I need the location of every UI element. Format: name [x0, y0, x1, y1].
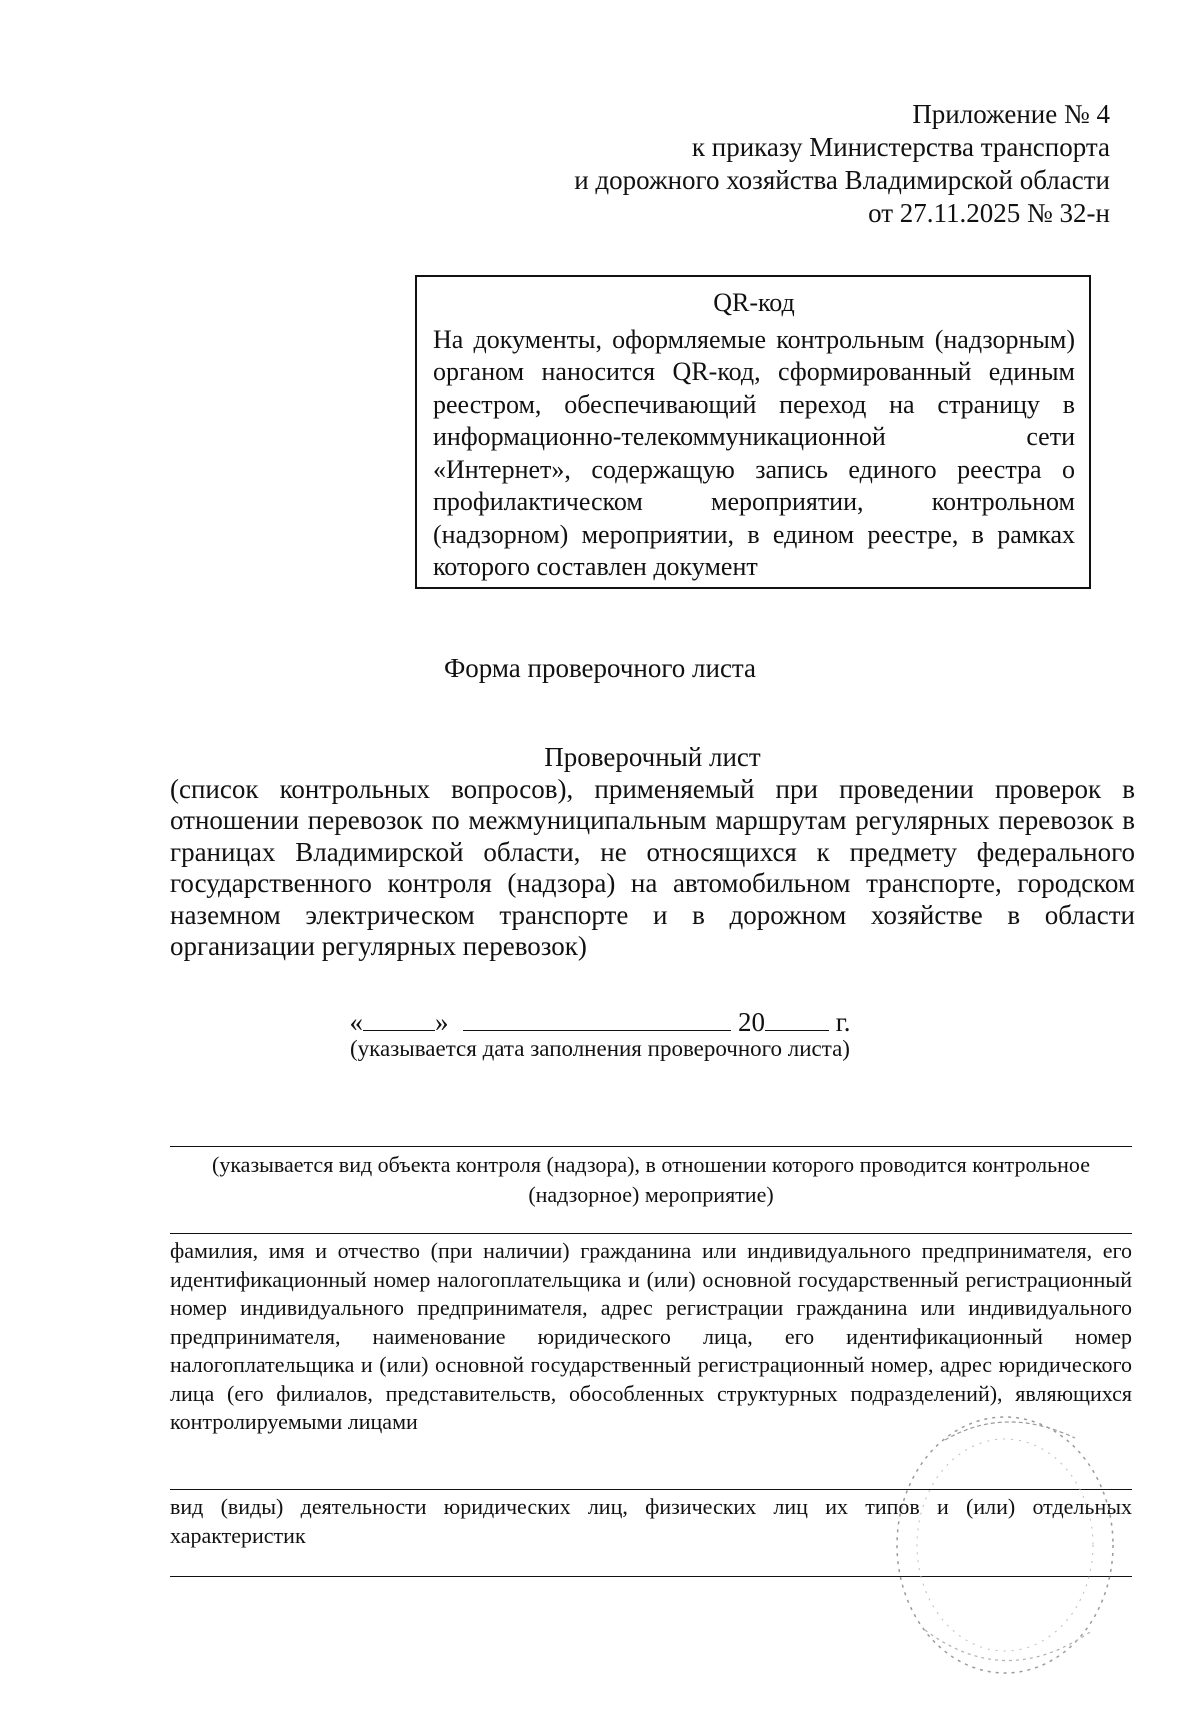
activity-field-caption: вид (виды) деятельности юридических лиц, физических лиц их типов и (или) отдельных характеристик — [170, 1494, 1132, 1548]
month-blank[interactable] — [463, 1008, 731, 1031]
attachment-ministry: и дорожного хозяйства Владимирской области — [574, 165, 1110, 195]
activity-field-line[interactable] — [170, 1489, 1132, 1490]
attachment-number: Приложение № 4 — [912, 99, 1110, 129]
date-close-quote: » — [434, 1007, 449, 1037]
year-prefix: 20 — [737, 1007, 765, 1037]
attachment-header — [410, 98, 1110, 230]
qr-code-box — [415, 275, 1091, 589]
attachment-date-number: от 27.11.2025 № 32-н — [868, 198, 1110, 228]
attachment-order-ref: к приказу Министерства транспорта — [691, 132, 1110, 162]
person-field-line[interactable] — [170, 1233, 1132, 1234]
extra-field-line[interactable] — [170, 1576, 1132, 1577]
checklist-description: (список контрольных вопросов), применяемый при проведении проверок в отношении перевозок по межмуниципальным маршрутам регулярных перевозок в границах Владимирской области, не относящихся к предмету федерального государственного контроля (надзора) на автомобильном транспорте, городском наземном электрическом транспорте и в дорожном хозяйстве в области организации регулярных перевозок) — [170, 773, 1135, 961]
checklist-heading — [170, 742, 1135, 963]
checklist-title: Проверочный лист — [544, 742, 761, 772]
date-line — [0, 1006, 1200, 1038]
day-blank[interactable] — [363, 1008, 435, 1031]
qr-code-text: На документы, оформляемые контрольным (надзорным) органом наносится QR-код, сформированный единым реестром, обеспечивающий переход на страницу в информационно-телекоммуникационной сети «Интернет», содержащую запись единого реестра о профилактическом мероприятии, контрольном (надзорном) мероприятии, в едином реестре, в рамках которого составлен документ — [433, 324, 1075, 581]
person-field-caption: фамилия, имя и отчество (при наличии) гражданина или индивидуального предпринимателя, его идентификационный номер налогоплательщика и (или) основной государственный регистрационный номер индивидуального предпринимателя, адрес регистрации гражданина или индивидуального предпринимателя, наименование юридического лица, его идентификационный номер налогоплательщика и (или) основной государственный регистрационный номер, адрес юридического лица (его филиалов, представительств, обособленных структурных подразделений), являющихся контролируемыми лицами — [170, 1238, 1132, 1434]
object-field-line[interactable] — [170, 1146, 1132, 1147]
date-caption: (указывается дата заполнения проверочного листа) — [350, 1036, 850, 1061]
qr-code-title: QR-код — [713, 288, 795, 317]
year-blank[interactable] — [765, 1008, 829, 1031]
form-title: Форма проверочного листа — [443, 653, 757, 683]
object-field-caption: (указывается вид объекта контроля (надзора), в отношении которого проводится контрольное (надзорное) мероприятие) — [212, 1152, 1090, 1207]
year-suffix: г. — [835, 1007, 851, 1037]
date-open-quote: « — [349, 1007, 363, 1037]
